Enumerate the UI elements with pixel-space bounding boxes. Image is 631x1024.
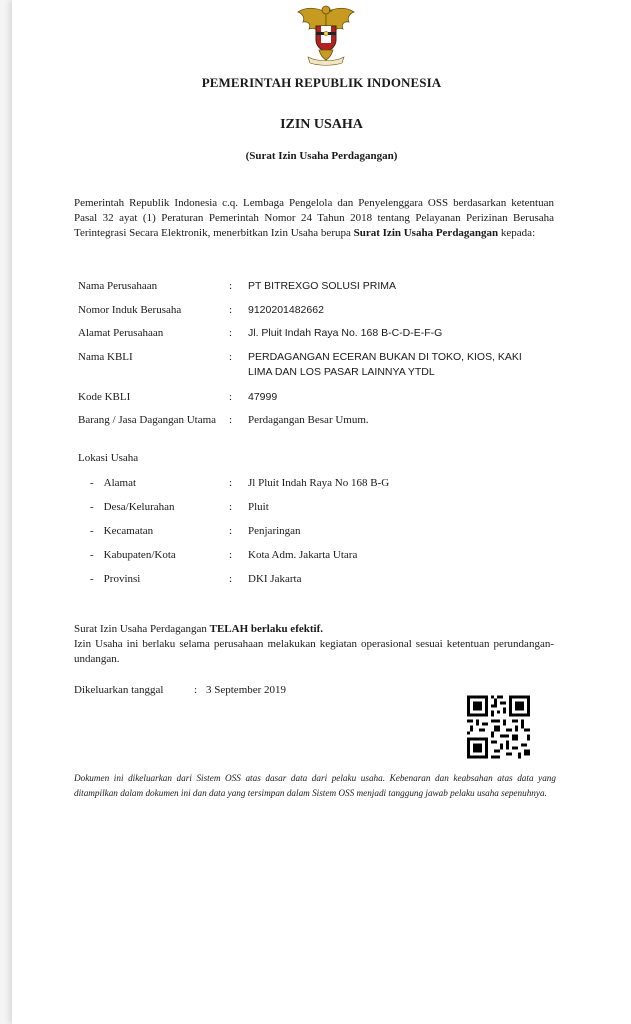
- field-colon: :: [229, 304, 233, 316]
- field-value: PT BITREXGO SOLUSI PRIMA: [248, 280, 397, 292]
- list-dash: -: [90, 501, 94, 513]
- qr-code-icon: [467, 695, 530, 759]
- issued-label: Dikeluarkan tanggal: [74, 684, 164, 696]
- issued-date: 3 September 2019: [206, 684, 287, 696]
- location-label: Desa/Kelurahan: [103, 501, 175, 513]
- field-value: Jl. Pluit Indah Raya No. 168 B-C-D-E-F-G: [248, 327, 443, 339]
- field-colon: :: [194, 684, 198, 696]
- location-value: Jl Pluit Indah Raya No 168 B-G: [248, 477, 390, 489]
- status-prefix: Surat Izin Usaha Perdagangan: [74, 623, 210, 635]
- list-dash: -: [90, 549, 94, 561]
- field-label: Alamat Perusahaan: [78, 327, 164, 339]
- field-value: PERDAGANGAN ECERAN BUKAN DI TOKO, KIOS, KAKI LIMA DAN LOS PASAR LAINNYA YTDL: [248, 351, 522, 378]
- field-colon: :: [229, 573, 233, 585]
- intro-bold-text: Surat Izin Usaha Perdagangan: [353, 227, 499, 239]
- field-colon: :: [229, 414, 233, 426]
- document-title: IZIN USAHA: [280, 117, 363, 132]
- field-colon: :: [229, 280, 233, 292]
- document-page: [12, 0, 631, 1024]
- intro-paragraph: [74, 196, 554, 241]
- field-colon: :: [229, 391, 233, 403]
- location-label: Provinsi: [103, 573, 141, 585]
- field-colon: :: [229, 501, 233, 513]
- location-label: Alamat: [103, 477, 137, 489]
- field-colon: :: [229, 351, 233, 363]
- document-subtitle: (Surat Izin Usaha Perdagangan): [245, 150, 398, 162]
- field-value: Perdagangan Besar Umum.: [248, 414, 369, 426]
- intro-text: Pemerintah Republik Indonesia c.q. Lembaga Pengelola dan Penyelenggara OSS berdasarkan ketentuan Pasal 32 ayat (1) Peraturan Pemerintah Nomor 24 Tahun 2018 tentang Pelayanan Perizinan Berusaha Terintegrasi Secara Elektronik, menerbitkan Izin Usaha berupa: [74, 197, 554, 239]
- intro-suffix: kepada:: [498, 227, 536, 239]
- status-paragraph: [74, 622, 554, 667]
- location-value: Penjaringan: [248, 525, 301, 537]
- disclaimer-text: Dokumen ini dikeluarkan dari Sistem OSS atas dasar data dari pelaku usaha. Kebenaran dan keabsahan atas data yang ditampilkan dalam dokumen ini dan data yang tersimpan dalam Sistem OSS menjadi tanggung jawab pelaku usaha sepenuhnya.: [74, 773, 556, 798]
- field-colon: :: [229, 549, 233, 561]
- location-value: Kota Adm. Jakarta Utara: [248, 549, 358, 561]
- list-dash: -: [90, 525, 94, 537]
- field-label: Barang / Jasa Dagangan Utama: [78, 414, 217, 426]
- field-colon: :: [229, 525, 233, 537]
- field-label: Nomor Induk Berusaha: [78, 304, 182, 316]
- status-line-validity: Izin Usaha ini berlaku selama perusahaan melakukan kegiatan operasional sesuai ketentuan perundangan-undangan.: [74, 638, 554, 665]
- status-line-effective: [74, 622, 554, 637]
- location-section-label: Lokasi Usaha: [78, 452, 139, 464]
- list-dash: -: [90, 573, 94, 585]
- status-effective: TELAH berlaku efektif.: [209, 623, 323, 635]
- location-label: Kecamatan: [103, 525, 154, 537]
- location-value: DKI Jakarta: [248, 573, 302, 585]
- field-label: Nama KBLI: [78, 351, 133, 363]
- government-heading: PEMERINTAH REPUBLIK INDONESIA: [201, 75, 442, 90]
- issued-date-row: [74, 684, 287, 696]
- field-label: Kode KBLI: [78, 391, 131, 403]
- list-dash: -: [90, 477, 94, 489]
- location-label: Kabupaten/Kota: [103, 549, 176, 561]
- garuda-emblem-icon: [295, 2, 357, 66]
- field-value: 9120201482662: [248, 304, 324, 316]
- location-value: Pluit: [248, 501, 269, 513]
- field-value: 47999: [248, 391, 278, 403]
- field-colon: :: [229, 477, 233, 489]
- field-label: Nama Perusahaan: [78, 280, 158, 292]
- field-colon: :: [229, 327, 233, 339]
